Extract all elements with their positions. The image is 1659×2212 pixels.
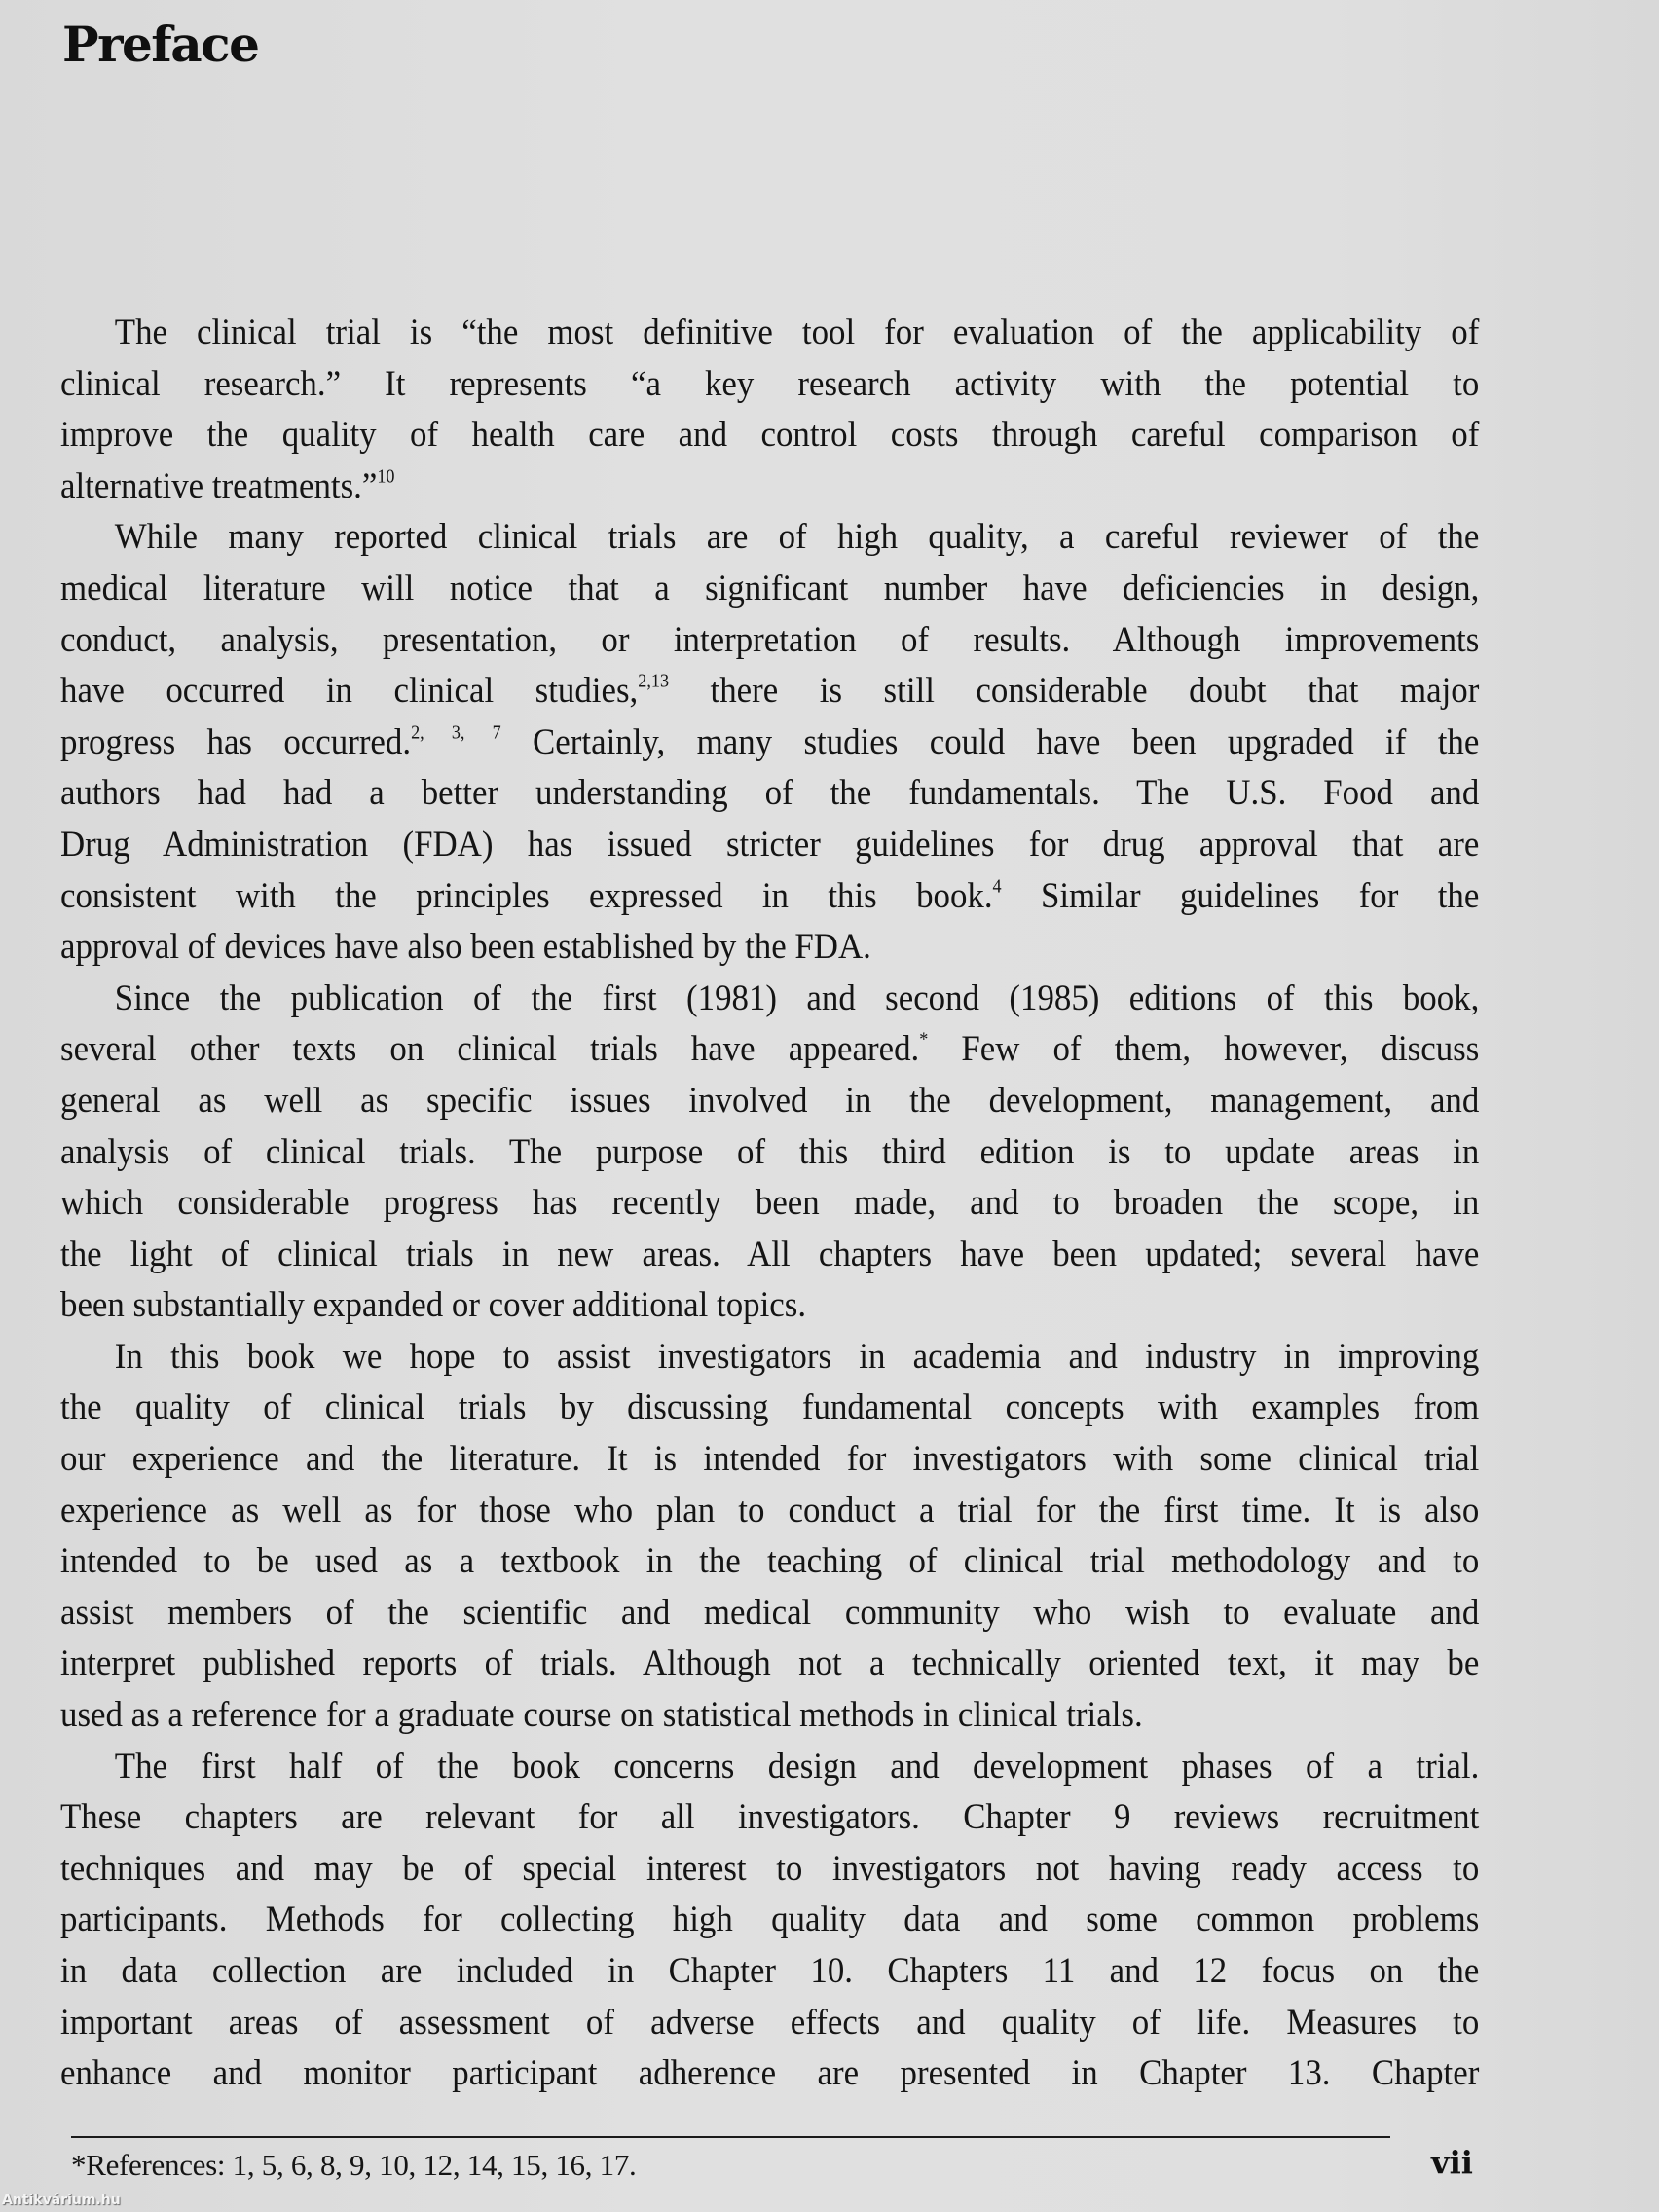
text-line: the light of clinical trials in new areas. All chapters have been updated; several have [60,1234,1480,1274]
text-line: been substantially expanded or cover additional topics. [60,1285,807,1326]
paragraph [60,512,1479,973]
citation-superscript: 4 [992,875,1002,897]
paragraph [60,1742,1479,2100]
text-line: techniques and may be of special interest to investigators not having ready access to [60,1848,1480,1889]
text-line: several other texts on clinical trials have appeared.* Few of them, however, discuss [60,1029,1480,1070]
text-line: analysis of clinical trials. The purpose of this third edition is to update areas in [60,1131,1480,1172]
text-line: While many reported clinical trials are of high quality, a careful reviewer of the [114,517,1480,558]
text-line: The first half of the book concerns design and development phases of a trial. [114,1746,1480,1787]
text-line: experience as well as for those who plan to conduct a trial for the first time. It is also [60,1490,1480,1530]
watermark: Antikvárium.hu [2,2193,121,2208]
text-line: Since the publication of the first (1981) and second (1985) editions of this book, [114,977,1480,1018]
body-text [60,308,1479,2100]
paragraph [60,974,1479,1332]
text-line: used as a reference for a graduate course on statistical methods in clinical trials. [60,1695,1143,1736]
text-line: assist members of the scientific and medical community who wish to evaluate and [60,1592,1480,1633]
text-line: medical literature will notice that a significant number have deficiencies in design, [60,568,1480,608]
text-line: intended to be used as a textbook in the teaching of clinical trial methodology and to [60,1541,1480,1582]
text-line: participants. Methods for collecting high quality data and some common problems [60,1899,1480,1940]
text-line: improve the quality of health care and control costs through careful comparison of [60,415,1480,456]
footnote-divider [71,2136,1390,2138]
text-line: The clinical trial is “the most definitive tool for evaluation of the applicability of [114,313,1480,352]
text-line: Drug Administration (FDA) has issued stricter guidelines for drug approval that are [60,824,1480,865]
text-line: our experience and the literature. It is intended for investigators with some clinical trial [60,1439,1480,1480]
text-line: In this book we hope to assist investigators in academia and industry in improving [114,1336,1480,1377]
paragraph [60,308,1479,512]
text-line: interpret published reports of trials. Although not a technically oriented text, it may be [60,1643,1480,1684]
text-line: have occurred in clinical studies,$^{2,13}$ there is still considerable doubt that major [60,671,1480,712]
text-line: consistent with the principles expressed in this book.$^4$ Similar guidelines for the [60,875,1480,916]
citation-superscript: 10 [377,466,395,488]
text-line: clinical research.” It represents “a key research activity with the potential to [60,363,1480,404]
text-line: These chapters are relevant for all investigators. Chapter 9 reviews recruitment [60,1797,1480,1838]
text-line: important areas of assessment of adverse effects and quality of life. Measures to [60,2002,1480,2043]
text-line: progress has occurred.$^{2, 3, 7}$ Certainly, many studies could have been upgraded if the [60,721,1480,762]
text-line: authors had had a better understanding of the fundamentals. The U.S. Food and [60,773,1480,814]
text-line: general as well as specific issues involved in the development, management, and [60,1080,1480,1121]
text-line: alternative treatments.”$^{10}$ [60,465,395,506]
page-title: Preface [62,16,259,73]
page-number: vii [1431,2144,1473,2181]
citation-superscript: * [919,1029,929,1051]
text-line: approval of devices have also been established by the FDA. [60,927,871,968]
text-line: in data collection are included in Chapter 10. Chapters 11 and 12 focus on the [60,1951,1480,1991]
text-line: the quality of clinical trials by discussing fundamental concepts with examples from [60,1387,1480,1428]
citation-superscript: 2, 3, 7 [411,722,501,744]
footnote: *References: 1, 5, 6, 8, 9, 10, 12, 14, 15, 16, 17. [71,2148,637,2182]
text-line: which considerable progress has recently been made, and to broaden the scope, in [60,1183,1480,1224]
text-line: conduct, analysis, presentation, or interpretation of results. Although improvements [60,619,1480,660]
text-line: enhance and monitor participant adherence are presented in Chapter 13. Chapter [60,2053,1480,2094]
citation-superscript: 2,13 [638,671,670,692]
paragraph [60,1332,1479,1742]
